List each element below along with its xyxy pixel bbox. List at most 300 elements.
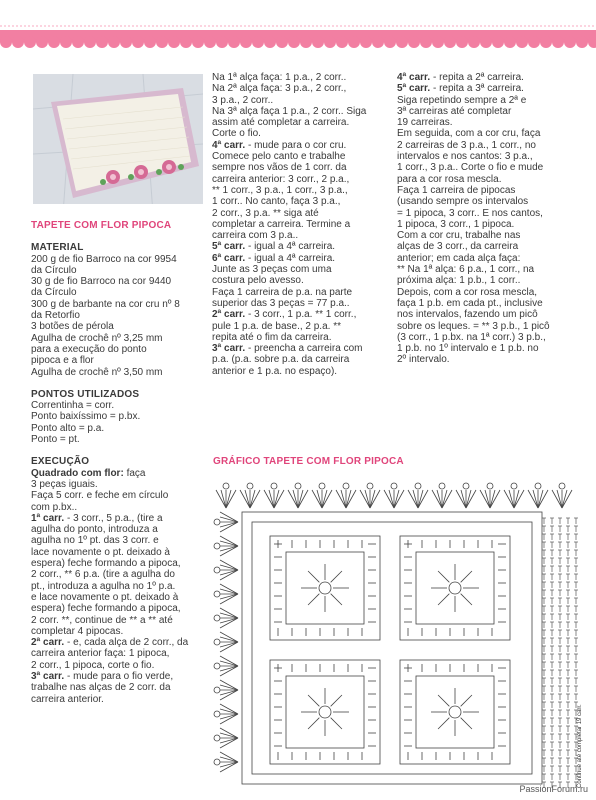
text-line: 2 corr. **, continue de ** a ** até: [31, 614, 173, 626]
chart-fan-stroke: [220, 589, 238, 594]
chart-picot: [343, 483, 349, 489]
chart-fan-stroke: [466, 490, 471, 508]
chart-fan-stroke: [220, 570, 238, 580]
banner-scallop: [48, 36, 60, 48]
banner-scallop: [564, 36, 576, 48]
chart-picot: [214, 519, 220, 525]
chart-square: [400, 536, 510, 640]
banner-scallop: [96, 36, 108, 48]
text-line: 1 pipoca, 3 corr., 1 pipoca.: [397, 218, 515, 230]
text-line: e lace novamente o pt. deixado à: [31, 591, 179, 603]
instructions-column-right: [397, 72, 577, 366]
banner-scallop: [444, 36, 456, 48]
chart-fan-stroke: [514, 490, 524, 508]
chart-fan-stroke: [220, 685, 238, 690]
chart-fan-stroke: [442, 490, 447, 508]
chart-fan-stroke: [220, 584, 238, 594]
banner-scallop: [420, 36, 432, 48]
text-line: (usando sempre os intervalos: [397, 196, 529, 208]
chart-fan-stroke: [490, 490, 500, 508]
chart-square: [270, 536, 380, 640]
chart-picot: [214, 711, 220, 717]
chart-picot: [214, 543, 220, 549]
banner-scallop: [552, 36, 564, 48]
chart-fan-stroke: [346, 490, 356, 508]
chart-fan-stroke: [220, 714, 238, 719]
row-5b-instruction: 5ª carr. - repita a 3ª carreira.: [397, 83, 524, 95]
text-line: Comece pelo canto e trabalhe: [212, 151, 346, 163]
text-line: Em seguida, com a cor cru, faça: [397, 128, 541, 140]
header-banner: [0, 0, 596, 58]
banner-scallop: [180, 36, 192, 48]
article-title: TAPETE COM FLOR PIPOCA: [31, 220, 172, 231]
chart-fan-stroke: [341, 490, 346, 508]
chart-fan-stroke: [220, 728, 238, 738]
chart-fan-stroke: [240, 490, 250, 508]
chart-petal: [331, 695, 342, 706]
chart-frame-inner: [252, 522, 532, 774]
text-line: Siga repetindo sempre a 2ª e: [397, 94, 527, 106]
chart-fan-stroke: [220, 762, 238, 772]
chart-fan-stroke: [562, 490, 567, 508]
pontos-heading: PONTOS UTILIZADOS: [31, 388, 140, 400]
banner-scallop: [144, 36, 156, 48]
chart-petal: [461, 571, 472, 582]
instructions-column-left: [31, 220, 206, 705]
text-line: Na 2ª alça faça: 3 p.a., 2 corr.,: [212, 83, 347, 95]
chart-fan-stroke: [461, 490, 466, 508]
chart-petal: [331, 594, 342, 605]
chart-square-inner: [416, 676, 494, 748]
chart-square-inner: [286, 676, 364, 748]
chart-fan-stroke: [216, 490, 226, 508]
material-line: 3 botões de pérola: [31, 321, 114, 333]
chart-fan-stroke: [220, 709, 238, 714]
text-line: ** 1 corr., 3 p.a., 1 corr., 3 p.a.,: [212, 184, 348, 196]
material-line: pipoca e a flor: [31, 355, 94, 367]
banner-scallop: [300, 36, 312, 48]
chart-fan-stroke: [456, 490, 466, 508]
chart-square: [400, 660, 510, 764]
chart-fan-stroke: [220, 704, 238, 714]
chart-fan-stroke: [394, 490, 404, 508]
text-line: 3 p.a., 2 corr..: [212, 94, 274, 106]
chart-fan-stroke: [298, 490, 303, 508]
pontos-line: Ponto = pt.: [31, 434, 80, 446]
chart-picot: [214, 735, 220, 741]
row-3-instruction: 3ª carr. - mude para o fio verde,: [31, 670, 174, 682]
text-line: Depois, com a cor rosa mescla,: [397, 286, 538, 298]
text-line: carreira com 3 p.a..: [212, 230, 299, 242]
text-line: p.a. (p.a. sobre p.a. da carreira: [212, 354, 350, 366]
banner-scallop: [408, 36, 420, 48]
chart-fan-stroke: [220, 536, 238, 546]
chart-fan-stroke: [528, 490, 538, 508]
material-line: 30 g de fio Barroco na cor 9440: [31, 276, 172, 288]
chart-petal: [308, 695, 319, 706]
banner-scallop: [312, 36, 324, 48]
text-line: Na 3ª alça faça 1 p.a., 2 corr.. Siga: [212, 105, 367, 117]
chart-fan-stroke: [413, 490, 418, 508]
chart-fan-stroke: [220, 690, 238, 700]
text-line: anterior e 1 p.a. no espaço).: [212, 365, 338, 377]
banner-scallop: [396, 36, 408, 48]
banner-scallop: [168, 36, 180, 48]
text-line: para a cor rosa mescla.: [397, 173, 502, 185]
chart-fan-stroke: [220, 690, 238, 695]
banner-scallop: [108, 36, 120, 48]
instructions-column-middle: [212, 72, 390, 377]
chart-fan-stroke: [220, 637, 238, 642]
chart-side-note: Continue até completar 19 carr.: [577, 704, 583, 788]
chart-fan-stroke: [220, 512, 238, 522]
chart-fan-stroke: [274, 490, 279, 508]
chart-frame-outer: [242, 512, 542, 784]
chart-fan-stroke: [336, 490, 346, 508]
banner-scallop: [228, 36, 240, 48]
text-line: Faça 1 carreira de pipocas: [397, 184, 516, 196]
chart-petal: [461, 718, 472, 729]
chart-fan-stroke: [346, 490, 351, 508]
chart-fan-stroke: [514, 490, 519, 508]
banner-scallop: [516, 36, 528, 48]
chart-fan-stroke: [504, 490, 514, 508]
chart-fan-stroke: [220, 661, 238, 666]
row-6-instruction: 6ª carr. - igual a 4ª carreira.: [212, 252, 336, 264]
chart-picot: [319, 483, 325, 489]
chart-fan-stroke: [221, 490, 226, 508]
text-line: alças de 3 corr., da carreira: [397, 241, 519, 253]
chart-square: [270, 660, 380, 764]
chart-fan-stroke: [288, 490, 298, 508]
text-line: 19 carreiras.: [397, 117, 453, 129]
chart-fan-stroke: [490, 490, 495, 508]
material-line: da Círculo: [31, 264, 77, 276]
chart-fan-stroke: [562, 490, 572, 508]
chart-fan-stroke: [226, 490, 236, 508]
chart-fan-stroke: [480, 490, 490, 508]
text-line: costura pelo avesso.: [212, 275, 304, 287]
chart-picot: [214, 615, 220, 621]
chart-fan-stroke: [418, 490, 428, 508]
chart-fan-stroke: [394, 490, 399, 508]
pontos-line: Ponto baixíssimo = p.bx.: [31, 411, 141, 423]
material-line: da Círculo: [31, 287, 77, 299]
chart-fan-stroke: [220, 594, 238, 599]
chart-fan-stroke: [220, 757, 238, 762]
pontos-line: Ponto alto = p.a.: [31, 422, 105, 434]
pontos-line: Correntinha = corr.: [31, 400, 115, 412]
material-heading: MATERIAL: [31, 242, 84, 254]
rug-photo: [33, 74, 203, 214]
text-line: Corte o fio.: [212, 128, 261, 140]
chart-fan-stroke: [220, 546, 238, 556]
chart-petal: [331, 571, 342, 582]
chart-fan-stroke: [370, 490, 380, 508]
chart-fan-stroke: [264, 490, 274, 508]
banner-scallop: [480, 36, 492, 48]
text-line: espera) feche formando a pipoca,: [31, 558, 181, 570]
chart-picot: [223, 483, 229, 489]
text-line: sempre nos vãos de 1 corr. da: [212, 162, 347, 174]
chart-petal: [438, 571, 449, 582]
text-line: 3 peças iguais.: [31, 478, 98, 490]
banner-scallop: [528, 36, 540, 48]
chart-petal: [461, 695, 472, 706]
chart-fan-stroke: [220, 522, 238, 527]
banner-scallop: [36, 36, 48, 48]
chart-picot: [214, 759, 220, 765]
row-5-instruction: 5ª carr. - igual a 4ª carreira.: [212, 241, 336, 253]
material-line: Agulha de crochê nº 3,50 mm: [31, 366, 163, 378]
chart-fan-stroke: [220, 560, 238, 570]
text-line: carreira anterior faça: 1 pipoca,: [31, 648, 170, 660]
chart-fan-stroke: [274, 490, 284, 508]
chart-picot: [487, 483, 493, 489]
banner-scallop: [252, 36, 264, 48]
text-line: 3ª carreiras até completar: [397, 105, 512, 117]
chart-picot: [214, 639, 220, 645]
text-line: repita até o fim da carreira.: [212, 331, 332, 343]
chart-fan-stroke: [220, 733, 238, 738]
banner-scallop: [240, 36, 252, 48]
chart-fan-stroke: [370, 490, 375, 508]
text-line: 2 corr., ** 6 p.a. (tire a agulha do: [31, 569, 175, 581]
chart-picot: [439, 483, 445, 489]
text-line: assim até completar a carreira.: [212, 117, 350, 129]
chart-fan-stroke: [485, 490, 490, 508]
banner-scallop: [192, 36, 204, 48]
material-line: para a execução do ponto: [31, 343, 147, 355]
chart-picot: [214, 591, 220, 597]
chart-fan-stroke: [220, 541, 238, 546]
row-4b-instruction: 4ª carr. - repita a 2ª carreira.: [397, 72, 524, 83]
chart-fan-stroke: [317, 490, 322, 508]
row-1-instruction: 1ª carr. - 3 corr., 5 p.a., (tire a: [31, 512, 163, 524]
row-2-instruction: 2ª carr. - e, cada alça de 2 corr., da: [31, 637, 189, 649]
banner-scallop: [456, 36, 468, 48]
banner-scallop: [264, 36, 276, 48]
chart-fan-stroke: [220, 594, 238, 604]
chart-fan-stroke: [220, 656, 238, 666]
chart-fan-stroke: [360, 490, 370, 508]
text-line: 2 carreiras de 3 p.a., 1 corr., no: [397, 139, 536, 151]
banner-scallop: [492, 36, 504, 48]
chart-fan-stroke: [220, 618, 238, 623]
material-line: Agulha de crochê nº 3,25 mm: [31, 332, 163, 344]
text-line: 1 corr.. No canto, faça 3 p.a.,: [212, 196, 341, 208]
banner-scallop: [432, 36, 444, 48]
chart-fan-stroke: [220, 608, 238, 618]
chart-fan-stroke: [533, 490, 538, 508]
text-line: 2 corr., 1 pipoca, corte o fio.: [31, 659, 155, 671]
chart-fan-stroke: [322, 490, 332, 508]
chart-fan-stroke: [220, 752, 238, 762]
text-line: pule 1 p.a. de base., 2 p.a. **: [212, 320, 341, 332]
chart-petal: [438, 695, 449, 706]
chart-fan-stroke: [220, 570, 238, 575]
chart-fan-stroke: [442, 490, 452, 508]
chart-picot: [295, 483, 301, 489]
chart-fan-stroke: [220, 517, 238, 522]
banner-scallop: [576, 36, 588, 48]
banner-scallop: [504, 36, 516, 48]
chart-center-ring: [319, 706, 331, 718]
text-line: anterior; em cada alça faça:: [397, 252, 521, 264]
chart-fan-stroke: [293, 490, 298, 508]
text-line: com p.bx..: [31, 501, 78, 513]
chart-fan-stroke: [220, 714, 238, 724]
chart-fan-stroke: [220, 666, 238, 671]
chart-fan-stroke: [250, 490, 255, 508]
text-line: 1 corr., 3 p.a.. Corte o fio e mude: [397, 162, 544, 174]
chart-fan-stroke: [418, 490, 423, 508]
chart-square-inner: [416, 552, 494, 624]
chart-center-ring: [319, 582, 331, 594]
text-line: nos intervalos, fazendo um picô: [397, 309, 538, 321]
text-line: 1 p.b. no 1º intervalo e 1 p.b. no: [397, 343, 539, 355]
banner-scallop: [24, 36, 36, 48]
banner-scallop: [60, 36, 72, 48]
chart-petal: [438, 718, 449, 729]
text-line: agulha do ponto, introduza a: [31, 524, 158, 536]
banner-scallop: [324, 36, 336, 48]
chart-fan-stroke: [220, 738, 238, 748]
banner-scallop: [540, 36, 552, 48]
text-line: intervalos e nos cantos: 3 p.a.,: [397, 151, 533, 163]
banner-scallop: [156, 36, 168, 48]
text-line: trabalhe nas alças de 2 corr. da: [31, 682, 171, 694]
text-line: Faça 1 carreira de p.a. na parte: [212, 286, 353, 298]
text-line: lace novamente o pt. deixado à: [31, 546, 170, 558]
chart-picot: [559, 483, 565, 489]
text-line: superior das 3 peças = 77 p.a..: [212, 297, 350, 309]
chart-fan-stroke: [250, 490, 260, 508]
chart-fan-stroke: [384, 490, 394, 508]
text-line: carreira anterior.: [31, 693, 104, 705]
chart-fan-stroke: [538, 490, 548, 508]
banner-scallop: [0, 36, 12, 48]
chart-picot: [511, 483, 517, 489]
chart-fan-stroke: [269, 490, 274, 508]
chart-fan-stroke: [220, 546, 238, 551]
chart-fan-stroke: [389, 490, 394, 508]
chart-fan-stroke: [220, 762, 238, 767]
row-4-instruction: 4ª carr. - mude para o cor cru.: [212, 139, 347, 151]
chart-fan-stroke: [220, 642, 238, 647]
chart-petal: [438, 594, 449, 605]
chart-center-ring: [449, 706, 461, 718]
material-line: da Retorfio: [31, 310, 80, 322]
banner-scallop: [288, 36, 300, 48]
banner-scallop: [360, 36, 372, 48]
chart-picot: [367, 483, 373, 489]
text-line: 2 corr., 3 p.a. ** siga até: [212, 207, 319, 219]
text-line: 2º intervalo.: [397, 354, 450, 366]
chart-picot: [214, 663, 220, 669]
chart-fan-stroke: [365, 490, 370, 508]
banner-scallop: [84, 36, 96, 48]
banner-scallop: [336, 36, 348, 48]
chart-fan-stroke: [538, 490, 543, 508]
banner-scallop: [468, 36, 480, 48]
text-line: completar a carreira. Termine a: [212, 218, 351, 230]
text-line: = 1 pipoca, 3 corr.. E nos cantos,: [397, 207, 543, 219]
text-line: Junte as 3 peças com uma: [212, 264, 332, 276]
chart-petal: [308, 571, 319, 582]
text-line: carreira anterior: 3 corr., 2 p.a.,: [212, 173, 350, 185]
text-line: Na 1ª alça faça: 1 p.a., 2 corr..: [212, 72, 347, 83]
material-line: 300 g de barbante na cor cru nº 8: [31, 298, 180, 310]
chart-fan-stroke: [226, 490, 231, 508]
chart-picot: [415, 483, 421, 489]
chart-fan-stroke: [557, 490, 562, 508]
text-line: completar 4 pipocas.: [31, 625, 124, 637]
text-line: Com a cor cru, trabalhe nas: [397, 230, 521, 242]
banner-scallop: [72, 36, 84, 48]
banner-scallop: [348, 36, 360, 48]
chart-fan-stroke: [466, 490, 476, 508]
chart-picot: [214, 567, 220, 573]
execucao-intro: Quadrado com flor: faça: [31, 467, 146, 479]
chart-picot: [535, 483, 541, 489]
chart-picot: [463, 483, 469, 489]
chart-picot: [247, 483, 253, 489]
crochet-chart: [212, 478, 586, 790]
chart-fan-stroke: [220, 522, 238, 532]
chart-fan-stroke: [509, 490, 514, 508]
watermark: PassionForum.ru: [519, 784, 588, 794]
chart-fan-stroke: [220, 613, 238, 618]
banner-scallop: [372, 36, 384, 48]
banner-scallop: [276, 36, 288, 48]
row-2b-instruction: 2ª carr. - 3 corr., 1 p.a. ** 1 corr.,: [212, 309, 357, 321]
text-line: ** Na 1ª alça: 6 p.a., 1 corr., na: [397, 264, 535, 276]
chart-fan-stroke: [437, 490, 442, 508]
chart-petal: [308, 718, 319, 729]
chart-fan-stroke: [298, 490, 308, 508]
chart-fan-stroke: [220, 565, 238, 570]
chart-fan-stroke: [432, 490, 442, 508]
text-line: espera) feche formando a pipoca,: [31, 603, 181, 615]
chart-fan-stroke: [552, 490, 562, 508]
text-line: faça 1 p.b. em cada pt., inclusive: [397, 297, 543, 309]
chart-fan-stroke: [220, 642, 238, 652]
chart-fan-stroke: [220, 680, 238, 690]
text-line: agulha no 1º pt. das 3 corr. e: [31, 535, 159, 547]
chart-fan-stroke: [220, 738, 238, 743]
text-line: (3 corr., 1 p.bx. na 1ª corr.) 3 p.b.,: [397, 331, 546, 343]
chart-fan-stroke: [408, 490, 418, 508]
banner-scallop: [120, 36, 132, 48]
chart-fan-stroke: [322, 490, 327, 508]
chart-fan-stroke: [220, 666, 238, 676]
banner-scallop: [12, 36, 24, 48]
chart-picot: [214, 687, 220, 693]
banner-scallop: [384, 36, 396, 48]
text-line: pt., introduza a agulha no 1º p.a.: [31, 580, 176, 592]
chart-petal: [331, 718, 342, 729]
text-line: sobre os leques. = ** 3 p.b., 1 picô: [397, 320, 550, 332]
text-line: próxima alça: 1 p.b., 1 corr..: [397, 275, 521, 287]
chart-petal: [461, 594, 472, 605]
chart-square-inner: [286, 552, 364, 624]
chart-picot: [391, 483, 397, 489]
execucao-heading: EXECUÇÃO: [31, 456, 90, 468]
chart-fan-stroke: [312, 490, 322, 508]
chart-title: GRÁFICO TAPETE COM FLOR PIPOCA: [213, 456, 404, 467]
chart-center-ring: [449, 582, 461, 594]
